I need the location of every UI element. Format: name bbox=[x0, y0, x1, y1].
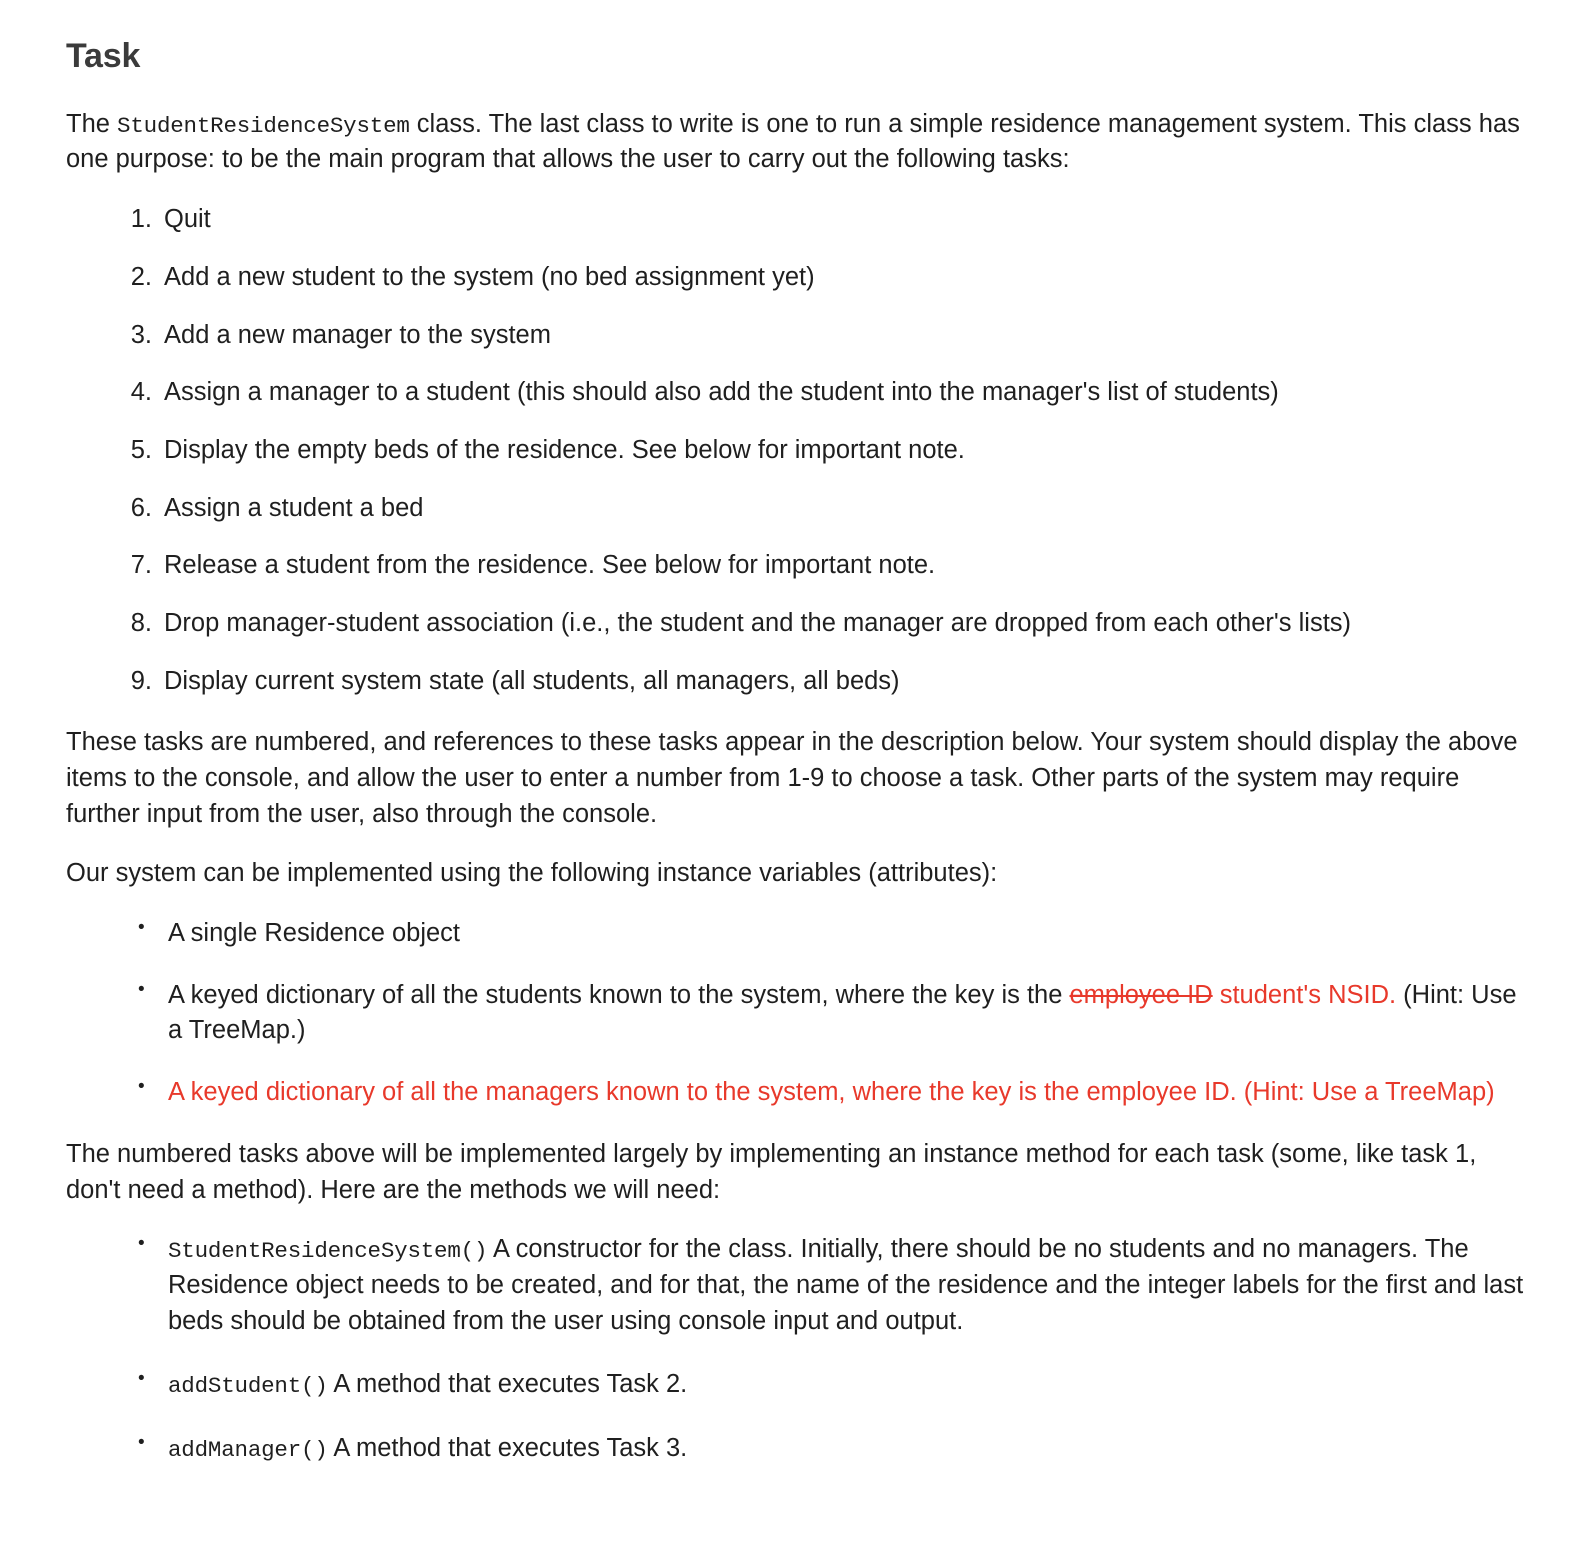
method-signature: addManager() bbox=[168, 1436, 328, 1463]
task-list bbox=[66, 202, 1530, 699]
task-list-item: Drop manager-student association (i.e., the student and the manager are dropped from each other's lists) bbox=[164, 608, 1352, 637]
method-signature: addStudent() bbox=[168, 1373, 328, 1400]
task-list-item: Assign a student a bed bbox=[164, 493, 424, 522]
class-name-code: StudentResidenceSystem bbox=[117, 112, 410, 139]
method-signature: StudentResidenceSystem() bbox=[168, 1238, 488, 1265]
intro-before-code: The bbox=[66, 109, 118, 138]
task-list-item: Assign a manager to a student (this should also add the student into the manager's list of students) bbox=[164, 378, 1279, 407]
list-item bbox=[138, 1431, 1530, 1467]
list-item bbox=[138, 916, 1530, 952]
struck-employee-id: employee ID bbox=[1069, 980, 1213, 1009]
numbered-tasks-paragraph: These tasks are numbered, and references to these tasks appear in the description below. Your system should display the above items to the console, and allow the user to enter a number from 1-9 to choose a task. Other parts of the system may require further input from the user, also through the console. bbox=[66, 728, 1518, 828]
task-list-item: Display current system state (all students, all managers, all beds) bbox=[164, 666, 900, 695]
methods-intro-paragraph: The numbered tasks above will be implemented largely by implementing an instance method for each task (some, like task 1, don't need a method). Here are the methods we will need: bbox=[66, 1139, 1477, 1204]
task-list-item: Add a new manager to the system bbox=[164, 320, 551, 349]
instance-variables-paragraph: Our system can be implemented using the following instance variables (attributes): bbox=[66, 859, 998, 888]
task-list-item: Quit bbox=[164, 205, 211, 234]
method-description: A constructor for the class. Initially, there should be no students and no managers. The Residence object needs to be created, and for that, the name of the residence and the integer labels for the first and last beds should be obtained from the user using console input and output. bbox=[168, 1235, 1524, 1335]
instance-variable-residence: A single Residence object bbox=[168, 919, 461, 948]
page-title: Task bbox=[66, 37, 141, 75]
task-list-item: Release a student from the residence. See below for important note. bbox=[164, 551, 936, 580]
list-item bbox=[138, 1232, 1530, 1339]
methods-list bbox=[66, 1232, 1530, 1466]
method-description: A method that executes Task 3. bbox=[327, 1433, 688, 1462]
task-list-item: Add a new student to the system (no bed assignment yet) bbox=[164, 262, 815, 291]
intro-paragraph bbox=[66, 107, 1530, 178]
method-description: A method that executes Task 2. bbox=[327, 1370, 688, 1399]
managers-dict-inserted: A keyed dictionary of all the managers known to the system, where the key is the employee ID. (Hint: Use a TreeMap) bbox=[168, 1078, 1495, 1107]
instance-variables-list bbox=[66, 916, 1530, 1111]
intro-after-code: class. The last class to write is one to run a simple residence management system. This class has one purpose: to be the main program that allows the user to carry out the following tasks: bbox=[66, 109, 1520, 174]
students-dict-lead: A keyed dictionary of all the students known to the system, where the key is the bbox=[168, 980, 1070, 1009]
inserted-student-nsid: student's NSID. bbox=[1212, 980, 1397, 1009]
students-dict-tail: (Hint: Use a TreeMap.) bbox=[168, 980, 1517, 1045]
list-item bbox=[138, 978, 1530, 1049]
list-item bbox=[138, 1075, 1530, 1111]
list-item bbox=[138, 1367, 1530, 1403]
task-list-item: Display the empty beds of the residence. See below for important note. bbox=[164, 435, 965, 464]
